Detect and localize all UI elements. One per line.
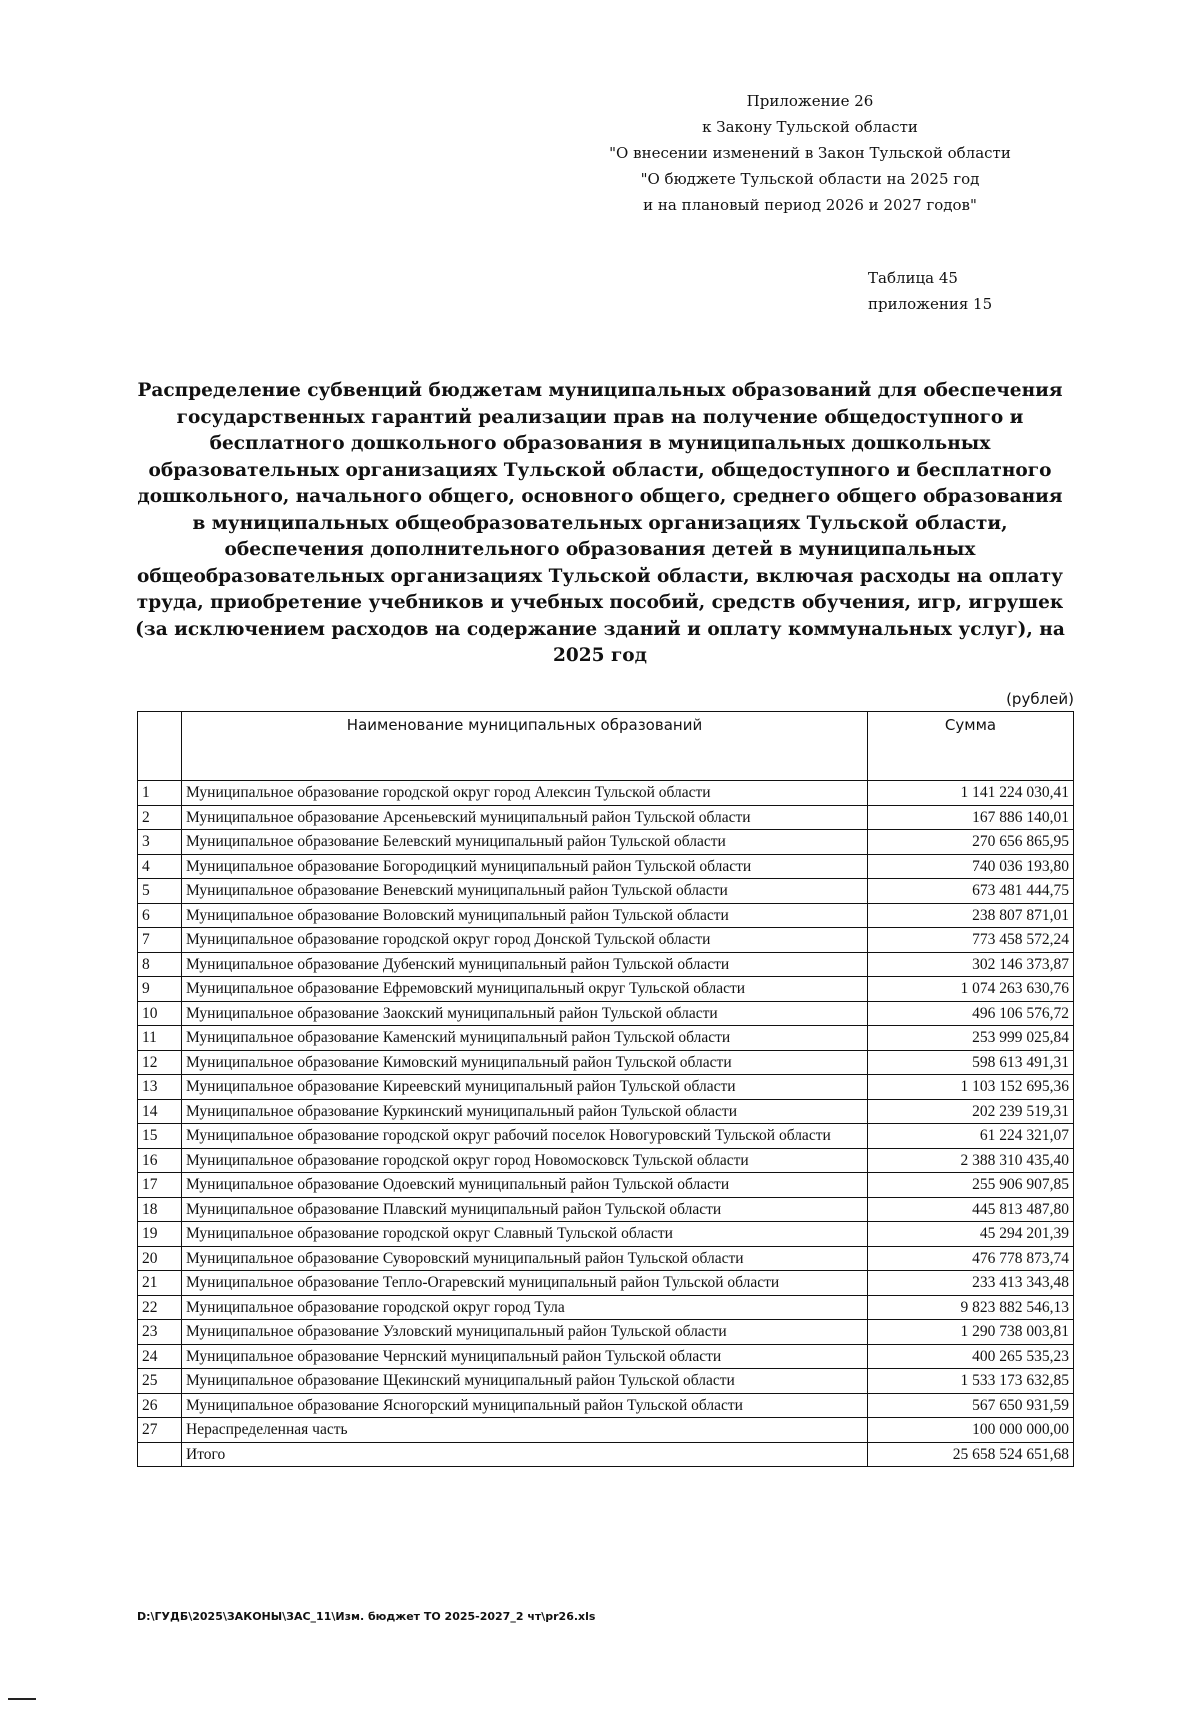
subvention-amount: 9 823 882 546,13 (868, 1295, 1074, 1320)
table-row (138, 1099, 1074, 1124)
appendix-header (600, 88, 1020, 218)
row-number: 4 (138, 854, 182, 879)
subvention-amount: 400 265 535,23 (868, 1344, 1074, 1369)
row-number: 24 (138, 1344, 182, 1369)
row-number: 27 (138, 1418, 182, 1443)
table-row (138, 1075, 1074, 1100)
table-row (138, 977, 1074, 1002)
municipality-name: Муниципальное образование Богородицкий муниципальный район Тульской области (182, 854, 868, 879)
row-number: 1 (138, 781, 182, 806)
row-number: 25 (138, 1369, 182, 1394)
row-number: 10 (138, 1001, 182, 1026)
header-line: "О внесении изменений в Закон Тульской области (609, 144, 1011, 162)
row-number: 12 (138, 1050, 182, 1075)
municipality-name: Муниципальное образование городской округ город Новомосковск Тульской области (182, 1148, 868, 1173)
subvention-amount: 496 106 576,72 (868, 1001, 1074, 1026)
column-header-sum: Сумма (868, 712, 1074, 781)
municipality-name: Муниципальное образование Дубенский муниципальный район Тульской области (182, 952, 868, 977)
subvention-amount: 270 656 865,95 (868, 830, 1074, 855)
municipality-name: Муниципальное образование Каменский муниципальный район Тульской области (182, 1026, 868, 1051)
municipality-name: Муниципальное образование городской округ рабочий поселок Новогуровский Тульской области (182, 1124, 868, 1149)
row-number: 23 (138, 1320, 182, 1345)
header-line: к Закону Тульской области (702, 118, 918, 136)
subvention-amount: 253 999 025,84 (868, 1026, 1074, 1051)
scan-edge-mark (8, 1698, 36, 1700)
municipality-name: Муниципальное образование Арсеньевский муниципальный район Тульской области (182, 805, 868, 830)
municipality-name: Муниципальное образование Киреевский муниципальный район Тульской области (182, 1075, 868, 1100)
subvention-amount: 202 239 519,31 (868, 1099, 1074, 1124)
municipality-name: Муниципальное образование Узловский муниципальный район Тульской области (182, 1320, 868, 1345)
row-number: 18 (138, 1197, 182, 1222)
total-row (138, 1442, 1074, 1467)
header-line: "О бюджете Тульской области на 2025 год (640, 170, 980, 188)
row-number (138, 1442, 182, 1467)
subvention-amount: 100 000 000,00 (868, 1418, 1074, 1443)
table-row (138, 854, 1074, 879)
subvention-amount: 476 778 873,74 (868, 1246, 1074, 1271)
row-number: 14 (138, 1099, 182, 1124)
table-row (138, 1393, 1074, 1418)
subvention-amount: 1 103 152 695,36 (868, 1075, 1074, 1100)
table-row (138, 830, 1074, 855)
header-line: и на плановый период 2026 и 2027 годов" (643, 196, 977, 214)
municipality-name: Нераспределенная часть (182, 1418, 868, 1443)
distribution-table (137, 711, 1074, 1467)
subvention-amount: 255 906 907,85 (868, 1173, 1074, 1198)
row-number: 17 (138, 1173, 182, 1198)
header-line: Приложение 26 (746, 92, 874, 110)
table-row (138, 1271, 1074, 1296)
municipality-name: Муниципальное образование Воловский муниципальный район Тульской области (182, 903, 868, 928)
table-row (138, 1418, 1074, 1443)
table-row (138, 952, 1074, 977)
municipality-name: Муниципальное образование Тепло-Огаревский муниципальный район Тульской области (182, 1271, 868, 1296)
row-number: 20 (138, 1246, 182, 1271)
subvention-amount: 61 224 321,07 (868, 1124, 1074, 1149)
row-number: 9 (138, 977, 182, 1002)
row-number: 7 (138, 928, 182, 953)
subvention-amount: 673 481 444,75 (868, 879, 1074, 904)
table-row (138, 1050, 1074, 1075)
table-row (138, 1295, 1074, 1320)
file-path-footer: D:\ГУДБ\2025\ЗАКОНЫ\ЗАС_11\Изм. бюджет ТО 2025-2027_2 чт\pr26.xls (137, 1610, 596, 1623)
row-number: 13 (138, 1075, 182, 1100)
table-row (138, 1124, 1074, 1149)
table-row (138, 1344, 1074, 1369)
municipality-name: Муниципальное образование городской округ город Донской Тульской области (182, 928, 868, 953)
row-number: 16 (138, 1148, 182, 1173)
column-header-number (138, 712, 182, 781)
table-reference (868, 265, 1028, 317)
table-row (138, 1320, 1074, 1345)
table-row (138, 903, 1074, 928)
table-row (138, 879, 1074, 904)
subvention-amount: 302 146 373,87 (868, 952, 1074, 977)
municipality-name: Муниципальное образование Одоевский муниципальный район Тульской области (182, 1173, 868, 1198)
table-row (138, 1173, 1074, 1198)
table-row (138, 928, 1074, 953)
municipality-name: Муниципальное образование Ясногорский муниципальный район Тульской области (182, 1393, 868, 1418)
table-row (138, 781, 1074, 806)
subvention-amount: 167 886 140,01 (868, 805, 1074, 830)
table-row (138, 1222, 1074, 1247)
subvention-amount: 1 141 224 030,41 (868, 781, 1074, 806)
municipality-name: Муниципальное образование Суворовский муниципальный район Тульской области (182, 1246, 868, 1271)
table-row (138, 1026, 1074, 1051)
table-ref-line: приложения 15 (868, 295, 993, 313)
subvention-amount: 598 613 491,31 (868, 1050, 1074, 1075)
municipality-name: Муниципальное образование городской округ город Алексин Тульской области (182, 781, 868, 806)
row-number: 11 (138, 1026, 182, 1051)
subvention-amount: 233 413 343,48 (868, 1271, 1074, 1296)
table-row (138, 1246, 1074, 1271)
table-header-row (138, 712, 1074, 781)
subvention-amount: 567 650 931,59 (868, 1393, 1074, 1418)
municipality-name: Муниципальное образование Кимовский муниципальный район Тульской области (182, 1050, 868, 1075)
table-row (138, 1369, 1074, 1394)
subvention-amount: 773 458 572,24 (868, 928, 1074, 953)
municipality-name: Итого (182, 1442, 868, 1467)
row-number: 21 (138, 1271, 182, 1296)
municipality-name: Муниципальное образование Плавский муниципальный район Тульской области (182, 1197, 868, 1222)
row-number: 19 (138, 1222, 182, 1247)
municipality-name: Муниципальное образование Белевский муниципальный район Тульской области (182, 830, 868, 855)
subvention-amount: 25 658 524 651,68 (868, 1442, 1074, 1467)
municipality-name: Муниципальное образование городской округ город Тула (182, 1295, 868, 1320)
row-number: 5 (138, 879, 182, 904)
table-row (138, 805, 1074, 830)
row-number: 15 (138, 1124, 182, 1149)
municipality-name: Муниципальное образование городской округ Славный Тульской области (182, 1222, 868, 1247)
row-number: 2 (138, 805, 182, 830)
subvention-amount: 45 294 201,39 (868, 1222, 1074, 1247)
column-header-name: Наименование муниципальных образований (182, 712, 868, 781)
table-ref-line: Таблица 45 (868, 269, 958, 287)
table-body (138, 781, 1074, 1467)
row-number: 6 (138, 903, 182, 928)
municipality-name: Муниципальное образование Куркинский муниципальный район Тульской области (182, 1099, 868, 1124)
subvention-amount: 2 388 310 435,40 (868, 1148, 1074, 1173)
municipality-name: Муниципальное образование Чернский муниципальный район Тульской области (182, 1344, 868, 1369)
table-row (138, 1001, 1074, 1026)
subvention-amount: 1 533 173 632,85 (868, 1369, 1074, 1394)
subvention-amount: 740 036 193,80 (868, 854, 1074, 879)
table-row (138, 1148, 1074, 1173)
row-number: 3 (138, 830, 182, 855)
subvention-amount: 238 807 871,01 (868, 903, 1074, 928)
document-title: Распределение субвенций бюджетам муниципальных образований для обеспечения государственных гарантий реализации прав на получение общедоступного и бесплатного дошкольного образования в муниципальных дошкольных образовательных организациях Тульской области, общедоступного и бесплатного дошкольного, начального общего, основного общего, среднего общего образования в муниципальных общеобразовательных организациях Тульской области, обеспечения дополнительного образования детей в муниципальных общеобразовательных организациях Тульской области, включая расходы на оплату труда, приобретение учебников и учебных пособий, средств обучения, игр, игрушек (за исключением расходов на содержание зданий и оплату коммунальных услуг), на 2025 год (135, 380, 1065, 666)
municipality-name: Муниципальное образование Ефремовский муниципальный округ Тульской области (182, 977, 868, 1002)
municipality-name: Муниципальное образование Веневский муниципальный район Тульской области (182, 879, 868, 904)
subvention-amount: 445 813 487,80 (868, 1197, 1074, 1222)
subvention-amount: 1 290 738 003,81 (868, 1320, 1074, 1345)
municipality-name: Муниципальное образование Щекинский муниципальный район Тульской области (182, 1369, 868, 1394)
units-label: (рублей) (1006, 690, 1074, 708)
table-row (138, 1197, 1074, 1222)
subvention-amount: 1 074 263 630,76 (868, 977, 1074, 1002)
municipality-name: Муниципальное образование Заокский муниципальный район Тульской области (182, 1001, 868, 1026)
row-number: 8 (138, 952, 182, 977)
row-number: 22 (138, 1295, 182, 1320)
row-number: 26 (138, 1393, 182, 1418)
